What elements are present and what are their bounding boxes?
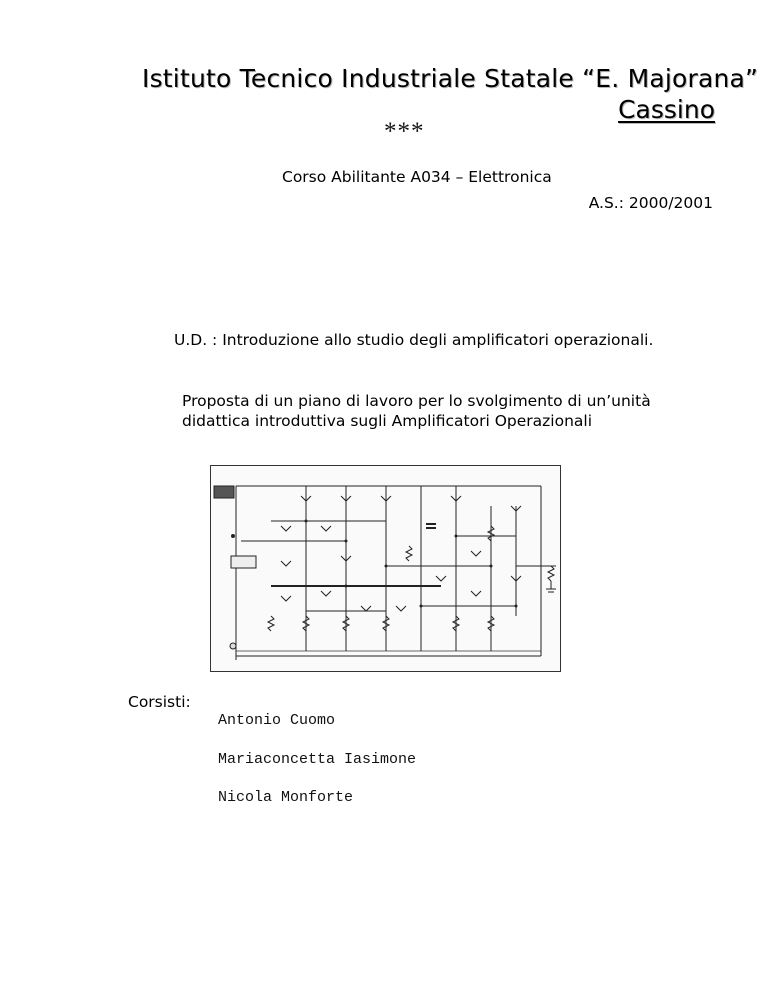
unit-proposal: Proposta di un piano di lavoro per lo svolgimento di un’unità didattica introduttiva sugli Amplificatori Operazionali (182, 392, 651, 430)
participant-name: Antonio Cuomo (218, 712, 336, 729)
opamp-schematic-icon (211, 466, 560, 671)
school-year: A.S.: 2000/2001 (588, 194, 713, 212)
participant-name: Mariaconcetta Iasimone (218, 751, 417, 768)
unit-title: U.D. : Introduzione allo studio degli amplificatori operazionali. (174, 331, 654, 349)
course-name: Corso Abilitante A034 – Elettronica (282, 168, 552, 186)
opamp-circuit-figure (210, 465, 561, 672)
participants-label: Corsisti: (128, 693, 191, 711)
participant-name: Nicola Monforte (218, 789, 354, 806)
separator-stars: *** (384, 118, 425, 145)
institute-title: Istituto Tecnico Industriale Statale “E. Majorana” (142, 64, 759, 93)
city-name: Cassino (618, 95, 715, 124)
